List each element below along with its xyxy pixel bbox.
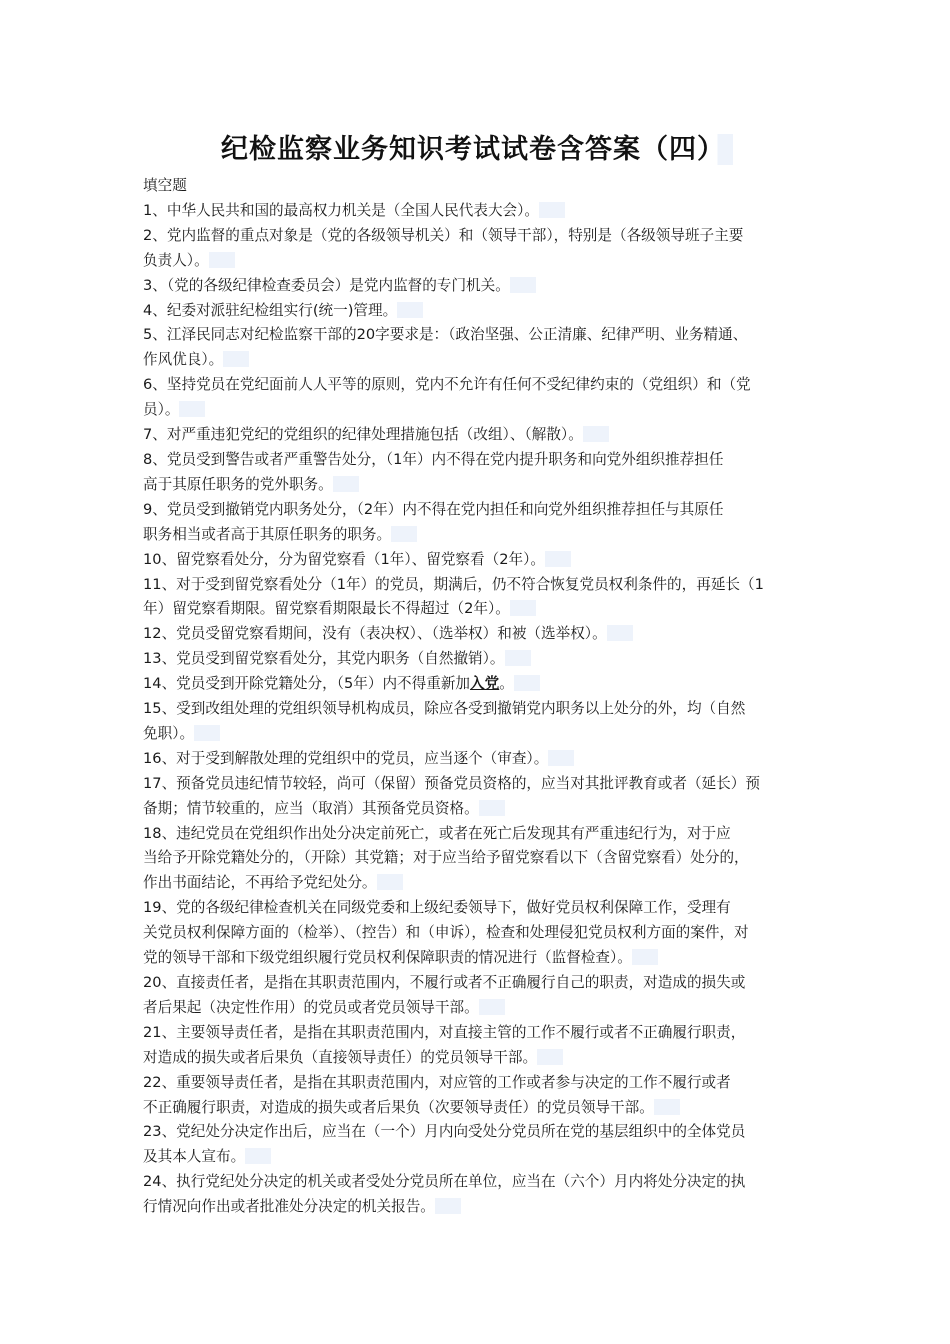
question-item [143,772,815,822]
question-item [143,548,815,573]
document-title-text: 纪检监察业务知识考试试卷含答案（四） [217,134,733,165]
question-line: 4、纪委对派驻纪检组实行(统一)管理。 [143,299,815,324]
question-item [143,573,815,623]
question-item [143,448,815,498]
question-item [143,1021,815,1071]
question-item [143,299,815,324]
question-line: 负责人）。 [143,249,815,274]
question-line: 员）。 [143,398,815,423]
question-line: 18、违纪党员在党组织作出处分决定前死亡，或者在死亡后发现其有严重违纪行为，对于应 [143,824,731,842]
question-line: 年）留党察看期限。留党察看期限最长不得超过（2年）。 [143,597,815,622]
question-item [143,373,815,423]
question-line: 对造成的损失或者后果负（直接领导责任）的党员领导干部。 [143,1046,815,1071]
question-item [143,747,815,772]
question-item [143,199,815,224]
question-item [143,647,815,672]
question-line: 6、坚持党员在党纪面前人人平等的原则，党内不允许有任何不受纪律约束的（党组织）和（党 [143,376,751,394]
question-line: 5、江泽民同志对纪检监察干部的20字要求是：（政治坚强、公正清廉、纪律严明、业务精通、 [143,326,748,344]
question-line: 17、预备党员违纪情节较轻，尚可（保留）预备党员资格的，应当对其批评教育或者（延长）预 [143,774,760,792]
question-line: 21、主要领导责任者，是指在其职责范围内，对直接主管的工作不履行或者不正确履行职责， [143,1023,746,1041]
question-line: 作出书面结论，不再给予党纪处分。 [143,871,815,896]
question-item [143,1170,815,1220]
question-item [143,697,815,747]
question-line: 高于其原任职务的党外职务。 [143,473,815,498]
question-line: 11、对于受到留党察看处分（1年）的党员，期满后，仍不符合恢复党员权利条件的，再延长（1 [143,575,764,593]
question-line: 13、党员受到留党察看处分，其党内职务（自然撤销）。 [143,647,815,672]
question-line: 当给予开除党籍处分的，（开除）其党籍；对于应当给予留党察看以下（含留党察看）处分的， [143,849,749,867]
question-item [143,672,815,697]
question-line: 行情况向作出或者批准处分决定的机关报告。 [143,1195,815,1220]
question-line: 14、党员受到开除党籍处分，（5年）内不得重新加入党。 [143,672,815,697]
question-item [143,274,815,299]
question-line: 党的领导干部和下级党组织履行党员权利保障职责的情况进行（监督检查）。 [143,946,815,971]
question-item [143,1120,815,1170]
question-item [143,498,815,548]
question-line: 8、党员受到警告或者严重警告处分，（1年）内不得在党内提升职务和向党外组织推荐担任 [143,450,724,468]
question-line: 20、直接责任者，是指在其职责范围内，不履行或者不正确履行自己的职责，对造成的损失或 [143,974,746,991]
question-line: 及其本人宣布。 [143,1145,815,1170]
question-line: 者后果起（决定性作用）的党员或者党员领导干部。 [143,996,815,1021]
question-line: 备期；情节较重的，应当（取消）其预备党员资格。 [143,797,815,822]
question-list [143,199,815,1220]
question-item [143,1071,815,1121]
section-label: 填空题 [143,177,187,194]
question-line: 不正确履行职责，对造成的损失或者后果负（次要领导责任）的党员领导干部。 [143,1096,815,1121]
question-line: 3、（党的各级纪律检查委员会）是党内监督的专门机关。 [143,274,815,299]
question-line: 10、留党察看处分，分为留党察看（1年）、留党察看（2年）。 [143,548,815,573]
question-item [143,971,815,1021]
question-line: 22、重要领导责任者，是指在其职责范围内，对应管的工作或者参与决定的工作不履行或者 [143,1073,731,1091]
question-line: 12、党员受留党察看期间，没有（表决权）、（选举权）和被（选举权）。 [143,622,815,647]
question-line: 23、党纪处分决定作出后，应当在（一个）月内向受处分党员所在党的基层组织中的全体党员 [143,1123,746,1141]
question-line: 16、对于受到解散处理的党组织中的党员，应当逐个（审查）。 [143,747,815,772]
question-item [143,323,815,373]
question-line: 15、受到改组处理的党组织领导机构成员，除应各受到撤销党内职务以上处分的外，均（自然 [143,700,746,718]
question-line: 19、党的各级纪律检查机关在同级党委和上级纪委领导下，做好党员权利保障工作，受理有 [143,899,731,917]
question-line: 9、党员受到撤销党内职务处分，（2年）内不得在党内担任和向党外组织推荐担任与其原任 [143,500,724,518]
document-body [143,174,815,1220]
question-line: 1、中华人民共和国的最高权力机关是（全国人民代表大会）。 [143,199,815,224]
document-title [0,132,950,168]
question-line: 职务相当或者高于其原任职务的职务。 [143,523,815,548]
question-item [143,423,815,448]
question-line: 作风优良）。 [143,348,815,373]
question-line: 2、党内监督的重点对象是（党的各级领导机关）和（领导干部），特别是（各级领导班子主要 [143,226,744,244]
question-item [143,822,815,897]
question-line: 关党员权利保障方面的（检举）、（控告）和（申诉），检查和处理侵犯党员权利方面的案件，对 [143,924,749,942]
question-item [143,622,815,647]
question-line: 24、执行党纪处分决定的机关或者受处分党员所在单位，应当在（六个）月内将处分决定的执 [143,1173,746,1191]
question-line: 免职）。 [143,722,815,747]
question-item [143,224,815,274]
question-line: 7、对严重违犯党纪的党组织的纪律处理措施包括（改组）、（解散）。 [143,423,815,448]
question-item [143,896,815,971]
